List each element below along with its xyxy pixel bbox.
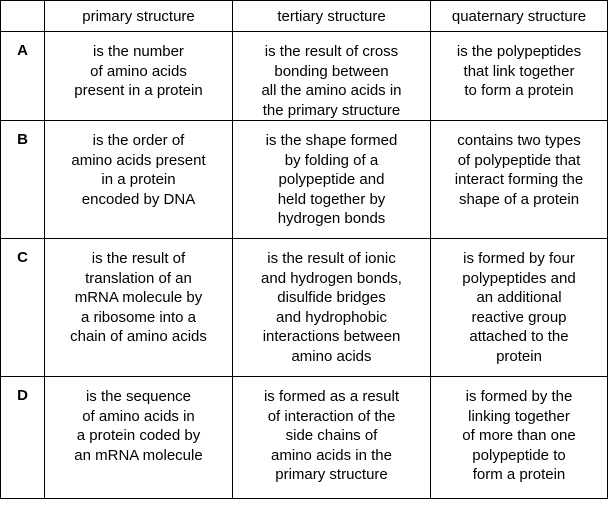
option-letter-label: D: [17, 387, 28, 404]
primary-cell: [45, 377, 233, 499]
table-row: [1, 32, 608, 121]
tertiary-cell: [233, 377, 431, 499]
primary-text-line: translation of an: [85, 269, 192, 287]
primary-text-line: is the result of: [91, 250, 186, 267]
table-row: [1, 239, 608, 377]
primary-text-line: of amino acids in: [82, 407, 195, 425]
tertiary-cell: [233, 32, 431, 121]
primary-text-line: mRNA molecule by: [74, 289, 203, 306]
primary-text-line: a ribosome into a: [80, 308, 197, 326]
primary-text-line: is the number: [93, 43, 184, 60]
quaternary-cell: [431, 377, 608, 499]
quaternary-text-line: reactive group: [471, 308, 567, 326]
primary-text-line: of amino acids: [90, 62, 187, 80]
table-row: [1, 377, 608, 499]
tertiary-text-line: is the result of ionic: [267, 250, 396, 267]
header-primary: primary structure: [45, 1, 233, 32]
option-letter-label: A: [17, 42, 28, 59]
table-row: [1, 121, 608, 239]
option-letter: [1, 32, 45, 121]
quaternary-text-line: attached to the: [469, 328, 569, 345]
tertiary-text-line: amino acids in the: [271, 446, 392, 464]
tertiary-text-line: disulfide bridges: [277, 289, 386, 306]
tertiary-text-line: hydrogen bonds: [277, 210, 386, 227]
primary-cell: [45, 121, 233, 239]
header-quaternary: quaternary structure: [431, 1, 608, 32]
quaternary-text-line: an additional: [476, 289, 562, 306]
quaternary-text-line: is formed by four: [463, 250, 575, 267]
primary-text-line: in a protein: [101, 171, 176, 188]
quaternary-cell: [431, 121, 608, 239]
tertiary-text-line: side chains of: [285, 427, 378, 444]
primary-text-line: present in a protein: [74, 82, 203, 99]
option-letter-label: C: [17, 249, 28, 266]
quaternary-text-line: is the polypeptides: [456, 43, 582, 60]
tertiary-text-line: held together by: [277, 190, 386, 208]
quaternary-text-line: of more than one: [462, 427, 576, 444]
primary-cell: [45, 32, 233, 121]
primary-text-line: an mRNA molecule: [74, 446, 203, 464]
option-letter: [1, 121, 45, 239]
quaternary-text-line: polypeptide to: [472, 446, 566, 464]
tertiary-text-line: bonding between: [274, 62, 389, 80]
primary-text-line: is the order of: [92, 132, 185, 149]
primary-text-line: is the sequence: [85, 388, 192, 405]
tertiary-text-line: is formed as a result: [263, 388, 400, 405]
option-letter-label: B: [17, 131, 28, 148]
quaternary-cell: [431, 239, 608, 377]
tertiary-text-line: polypeptide and: [278, 171, 385, 188]
tertiary-text-line: is the result of cross: [264, 43, 399, 60]
tertiary-text-line: interactions between: [262, 328, 401, 345]
tertiary-text-line: of interaction of the: [267, 407, 396, 425]
primary-text-line: amino acids present: [71, 151, 206, 169]
header-tertiary: tertiary structure: [233, 1, 431, 32]
quaternary-text-line: protein: [496, 347, 542, 365]
tertiary-cell: [233, 121, 431, 239]
option-letter: [1, 377, 45, 499]
quaternary-text-line: to form a protein: [464, 82, 574, 99]
quaternary-text-line: shape of a protein: [458, 190, 580, 208]
primary-text-line: chain of amino acids: [70, 328, 207, 345]
quaternary-text-line: polypeptides and: [462, 269, 576, 287]
primary-text-line: encoded by DNA: [81, 190, 196, 208]
tertiary-text-line: the primary structure: [262, 101, 401, 119]
primary-cell: [45, 239, 233, 377]
quaternary-text-line: that link together: [463, 62, 575, 80]
tertiary-text-line: and hydrogen bonds,: [261, 269, 402, 287]
quaternary-text-line: form a protein: [472, 466, 566, 483]
tertiary-text-line: all the amino acids in: [261, 82, 402, 99]
tertiary-text-line: is the shape formed: [265, 132, 398, 149]
header-corner: [1, 1, 45, 32]
tertiary-text-line: by folding of a: [284, 151, 379, 169]
quaternary-text-line: is formed by the: [465, 388, 573, 405]
tertiary-text-line: primary structure: [275, 466, 388, 483]
quaternary-text-line: of polypeptide that: [457, 151, 581, 169]
quaternary-text-line: contains two types: [457, 132, 581, 149]
header-row: [1, 1, 608, 32]
tertiary-text-line: and hydrophobic: [276, 308, 387, 326]
quaternary-text-line: interact forming the: [454, 171, 584, 188]
tertiary-cell: [233, 239, 431, 377]
quaternary-cell: [431, 32, 608, 121]
option-letter: [1, 239, 45, 377]
quaternary-text-line: linking together: [468, 407, 570, 425]
tertiary-text-line: amino acids: [291, 347, 372, 365]
primary-text-line: a protein coded by: [76, 427, 201, 444]
